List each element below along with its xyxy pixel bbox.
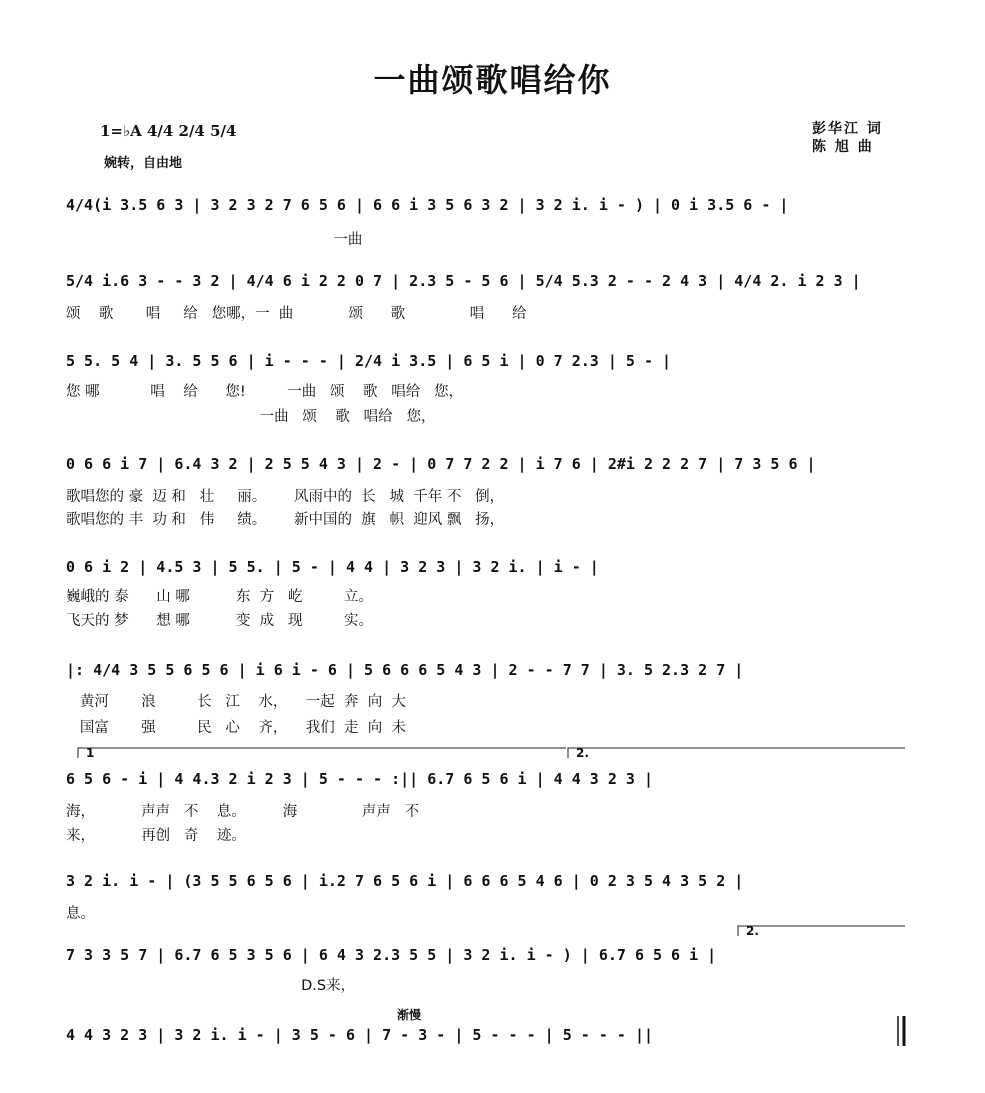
row-10-notes: 4 4 3 2 3 | 3 2 i. i - | 3 5 - 6 | 7 - 3 - | 5 - - - | 5 - - - ||: [66, 1026, 653, 1044]
row-2-lyrics: 颂 歌 唱 给 您哪，一 曲 颂 歌 唱 给: [66, 306, 527, 322]
volta-2: [568, 748, 905, 758]
row-1-lyrics: 一曲: [66, 232, 363, 248]
tempo-marking: 婉转，自由地: [104, 156, 183, 171]
ending-2b-label: 2.: [746, 924, 759, 938]
volta-1: [78, 748, 566, 758]
row-2-notes: 5/4 i.6 3 - - 3 2 | 4/4 6 i 2 2 0 7 | 2.3 5 - 5 6 | 5/4 5.3 2 - - 2 4 3 | 4/4 2. i 2 3 |: [66, 272, 861, 290]
row-9-lyrics: D.S来，: [66, 978, 356, 994]
row-8-lyrics: 息。: [66, 906, 95, 922]
row-4-lyrics-1: 歌唱您的 豪 迈 和 壮 丽。 风雨中的 长 城 千年 不 倒，: [66, 489, 505, 505]
row-6-lyrics-1: 黄河 浪 长 江 水， 一起 奔 向 大: [66, 694, 406, 710]
score-title: 一曲颂歌唱给你: [373, 61, 612, 99]
row-3-lyrics-2: 一曲 颂 歌 唱给 您，: [66, 409, 436, 425]
row-3-lyrics-1: 您 哪 唱 给 您! 一曲 颂 歌 唱给 您，: [66, 384, 464, 400]
row-7-lyrics-1: 海， 声声 不 息。 海 声声 不: [66, 804, 420, 820]
row-4-lyrics-2: 歌唱您的 丰 功 和 伟 绩。 新中国的 旗 帜 迎风 飘 扬，: [66, 512, 505, 528]
row-4-notes: 0 6 6 i 7 | 6.4 3 2 | 2 5 5 4 3 | 2 - | 0 7 7 2 2 | i 7 6 | 2#i 2 2 2 7 | 7 3 5 6 |: [66, 455, 816, 473]
row-3-notes: 5 5. 5 4 | 3. 5 5 6 | i - - - | 2/4 i 3.5 | 6 5 i | 0 7 2.3 | 5 - |: [66, 352, 672, 370]
ending-2-label: 2.: [576, 746, 589, 760]
row-1-notes: 4/4(i 3.5 6 3 | 3 2 3 2 7 6 5 6 | 6 6 i 3 5 6 3 2 | 3 2 i. i - ) | 0 i 3.5 6 - |: [66, 196, 789, 214]
lyricist-credit: 彭华江 词: [812, 121, 883, 137]
row-5-notes: 0 6 i 2 | 4.5 3 | 5 5. | 5 - | 4 4 | 3 2 3 | 3 2 i. | i - |: [66, 558, 599, 576]
row-7-notes: 6 5 6 - i | 4 4.3 2 i 2 3 | 5 - - - :|| 6.7 6 5 6 i | 4 4 3 2 3 |: [66, 770, 653, 788]
row-8-notes: 3 2 i. i - | (3 5 5 6 5 6 | i.2 7 6 5 6 i | 6 6 6 5 4 6 | 0 2 3 5 4 3 5 2 |: [66, 872, 744, 890]
row-6-lyrics-2: 国富 强 民 心 齐， 我们 走 向 未: [66, 720, 406, 736]
volta-2b: [738, 926, 905, 936]
ending-1-label: 1: [86, 746, 95, 760]
row-5-lyrics-2: 飞天的 梦 想 哪 变 成 现 实。: [66, 613, 373, 629]
composer-credit: 陈 旭 曲: [812, 139, 874, 155]
key-signature: 1=♭A 4/4 2/4 5/4: [100, 122, 237, 140]
row-9-notes: 7 3 3 5 7 | 6.7 6 5 3 5 6 | 6 4 3 2.3 5 5 | 3 2 i. i - ) | 6.7 6 5 6 i |: [66, 946, 717, 964]
rit-marking: 渐慢: [397, 1008, 422, 1022]
row-6-notes: |: 4/4 3 5 5 6 5 6 | i 6 i - 6 | 5 6 6 6 5 4 3 | 2 - - 7 7 | 3. 5 2.3 2 7 |: [66, 661, 744, 679]
row-5-lyrics-1: 巍峨的 泰 山 哪 东 方 屹 立。: [66, 589, 373, 605]
row-7-lyrics-2: 来， 再创 奇 迹。: [66, 828, 246, 844]
